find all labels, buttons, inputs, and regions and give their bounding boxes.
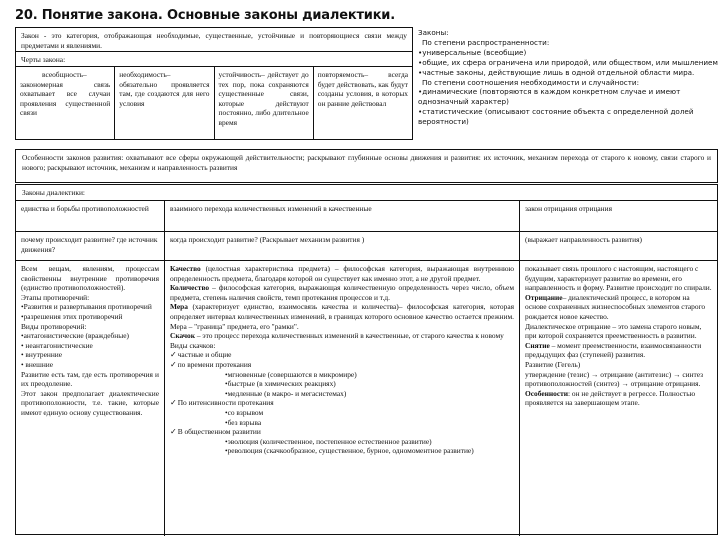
text-line: •антагонистические (враждебные) <box>21 331 129 341</box>
term: Снятие <box>525 340 550 350</box>
leap-paragraph <box>170 331 514 341</box>
quality-paragraph <box>170 264 514 283</box>
text-line: Развитие (Гегель) <box>525 359 581 369</box>
question-cell: когда происходит развитие? (Раскрывает механизм развития ) <box>165 232 520 260</box>
bullet-item: •революция (скачкообразное, существенное, бурное, одномоментное развитие) <box>225 446 474 456</box>
text: : он не действует в регрессе. Полностью проявляется на завершающем этапе. <box>525 388 696 408</box>
laws-line: •частные законы, действующие лишь в одной отдельной области мира. <box>418 67 695 77</box>
table-row <box>16 232 717 261</box>
term: Отрицание <box>525 292 563 302</box>
development-features-box <box>15 149 718 183</box>
check-item: ✓ частные и общие <box>170 350 514 360</box>
negation-cell <box>520 261 717 536</box>
laws-line: •универсальные (всеобщие) <box>418 47 527 57</box>
text-line: Виды противоречий: <box>21 321 87 331</box>
laws-heading: Законы: <box>418 28 449 37</box>
bullet-item: •со взрывом <box>225 407 264 417</box>
text: (характеризует единство, взаимосвязь качества и количества)– философская категория, которая определяет интервал количественных изменений, в границах которого основное качество остается прежним. Мера – "граница" предмета, его "рамки". <box>170 302 514 331</box>
development-features: Особенности законов развития: охватывают все сферы окружающей действительности; раскрывают глубинные основы движения и развития: их источник, механизм перехода от старого к новому, связи старого и нового; раскрывают источник, механизм и направленность развития <box>22 153 711 172</box>
question-cell: почему происходит развитие? где источник движения? <box>16 232 165 260</box>
check-item: ✓ по времени протекания <box>170 360 514 370</box>
question-cell: (выражает направленность развития) <box>525 235 642 244</box>
text-line: утверждение (тезис) → отрицание (антитезис) → синтез противоположностей (синтез) → отрицание отрицания. <box>525 369 704 389</box>
check-item: ✓ По интенсивности протекания <box>170 398 514 408</box>
text-line: Диалектическое отрицание – это замена старого новым, при которой сохраняется преемственность в развитии. <box>525 321 702 341</box>
laws-line: •статистические (описывают состояние объекта с определенной долей вероятности) <box>418 107 694 127</box>
text-line: Этот закон предполагает диалектические противоположности, т.е. такие, которые имеют единую основу существования. <box>21 388 159 417</box>
bullet-item: •медленные (в макро- и мегасистемах) <box>225 388 347 398</box>
laws-line: •динамические (повторяются в каждом конкретном случае и имеют однозначный характер) <box>418 87 681 107</box>
quantity-paragraph <box>170 283 514 302</box>
term: Количество <box>170 283 210 293</box>
term: Особенности <box>525 388 568 398</box>
sublation-paragraph <box>525 341 712 360</box>
text: – диалектический процесс, в котором на основе сохраненных жизнеспособных элементов старого рождается новое качество. <box>525 292 706 321</box>
term: Качество <box>170 264 201 273</box>
law-definition: Закон - это категория, отображающая необходимые, существенные, устойчивые и повторяющиеся связи между предметами и явлениями. <box>16 28 412 52</box>
column-header: взаимного перехода количественных изменений в качественные <box>165 201 520 231</box>
text-line: Этапы противоречий: <box>21 292 90 302</box>
table-row <box>16 201 717 232</box>
features-paragraph <box>525 389 712 408</box>
column-header: единства и борьбы противоположностей <box>16 201 165 231</box>
text: – момент преемственности, взаимосвязанности предыдущих фаз (ступеней) развития. <box>525 340 702 360</box>
text: – философская категория, выражающая количественную определенность через число, объем предмета, степень наличия свойств, темп протекания процессов и т.д. <box>170 283 514 302</box>
laws-line: •общие, их сфера ограничена или природой, или обществом, или мышлением <box>418 57 718 67</box>
text-line: показывает связь прошлого с настоящим, настоящего с будущим, характеризует развитие во времени, его направленность и форму. Развитие происходит по спирали. <box>525 264 712 293</box>
trait-repeatability: повторяемость– всегда будет действовать, как будут созданы условия, в которых он ранние действовал <box>317 70 408 108</box>
traits-row <box>16 67 412 139</box>
laws-line: По степени соотношения необходимости и случайности: <box>422 77 639 87</box>
text-line: Развитие есть там, где есть противоречия и их преодоление. <box>21 369 159 389</box>
laws-classification <box>418 28 718 127</box>
bullet-item: •мгновенные (совершаются в микромире) <box>225 369 357 379</box>
text-line: Всем вещам, явлениям, процессам свойственны внутренние противоречия (единство противоположностей). <box>21 264 159 293</box>
text: – это процесс перехода количественных изменений в качественные, от старого качества к новому <box>195 331 504 341</box>
bullet-item: •без взрыва <box>225 417 262 427</box>
trait-necessity: необходимость– обязательно проявляется там, где создаются для него условия <box>115 67 214 139</box>
check-item: ✓ В общественном развитии <box>170 427 514 437</box>
dialectics-heading: Законы диалектики: <box>16 185 717 201</box>
trait-stability: устойчивость– действует до тех пор, пока сохраняются существенные связи, которые действуют постоянно, либо длительное время <box>215 67 314 139</box>
text-line: • неантагонистические <box>21 340 93 350</box>
laws-line: По степени распространенности: <box>422 37 550 47</box>
trait-universality: всеобщность– закономерная связь охватывает все случаи проявления существенной связи <box>16 67 115 139</box>
unity-of-opposites-cell <box>16 261 165 536</box>
law-definition-box <box>15 27 413 140</box>
bullet-item: •эволюция (количественное, постепенное естественное развитие) <box>225 436 432 446</box>
bullet-item: •быстрые (в химических реакциях) <box>225 379 336 389</box>
text-line: •разрешения этих противоречий <box>21 311 123 321</box>
traits-label: Черты закона: <box>16 52 412 67</box>
term: Скачок <box>170 331 196 341</box>
table-row <box>16 261 717 536</box>
negation-paragraph <box>525 293 712 322</box>
page-title: 20. Понятие закона. Основные законы диалектики. <box>15 8 395 23</box>
measure-paragraph <box>170 302 514 331</box>
text: (целостная характеристика предмета) – философская категория, выражающая внутреннюю определенность предмета, благодаря которой он существует как именно этот, а не другой предмет. <box>170 264 514 283</box>
column-header: закон отрицания отрицания <box>525 204 612 213</box>
quantity-quality-cell <box>165 261 520 536</box>
text-line: •Развития и развертывания противоречий <box>21 302 152 312</box>
text-line: • внутренние <box>21 350 63 360</box>
text-line: • внешние <box>21 359 54 369</box>
dialectics-table <box>15 184 718 535</box>
term: Мера <box>170 302 188 312</box>
leap-types-label: Виды скачков: <box>170 340 216 350</box>
